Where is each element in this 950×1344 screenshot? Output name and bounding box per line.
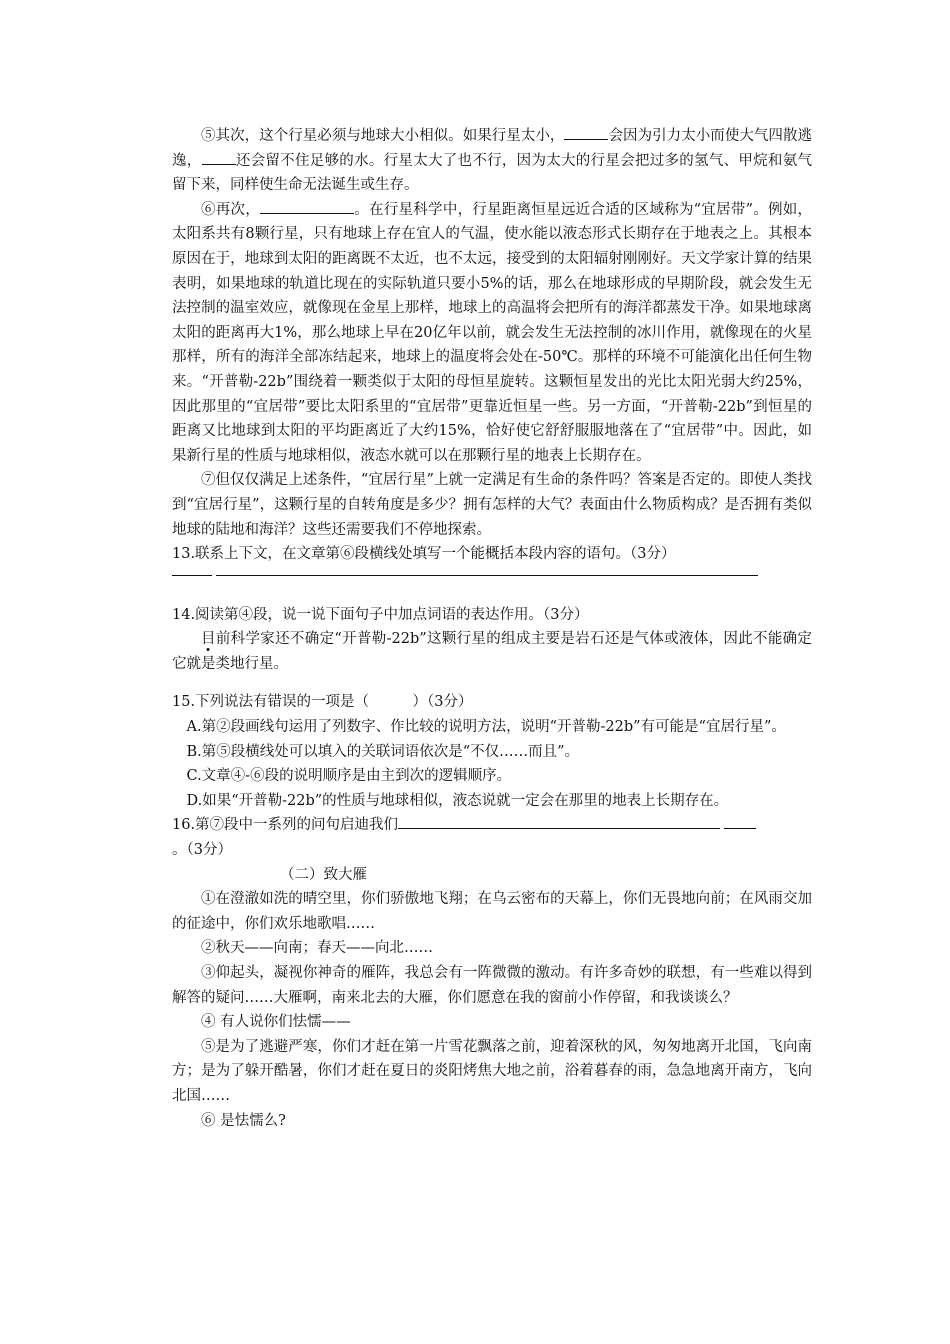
answer-blank-16b[interactable] <box>724 814 756 829</box>
option-a[interactable]: A.第②段画线句运用了列数字、作比较的说明方法，说明“开普勒-22b”有可能是“宜居行星”。 <box>186 719 786 736</box>
paragraph-6: ⑥再次， 。在行星科学中，行星距离恒星远近合适的区域称为“宜居带”。例如，太阳系共有8颗行星，只有地球上存在宜人的气温，使水能以液态形式长期存在于地表之上。其根本原因在于，地球到太阳的距离既不太近，也不太远，接受到的太阳辐射刚刚好。天文学家计算的结果表明，如果地球的轨道比现在的实际轨道只要小5%的话，那么在地球形成的早期阶段，就会发生无法控制的温室效应，就像现在金星上那样，地球上的高温将会把所有的海洋都蒸发干净。如果地球离太阳的距离再大1%，那么地球上早在20亿年以前，就会发生无法控制的冰川作用，就像现在的火星那样，所有的海洋全部冻结起来，地球上的温度将会处在-50℃。那样的环境不可能演化出任何生物来。“开普勒-22b”围绕着一颗类似于太阳的母恒星旋转。这颗恒星发出的光比太阳光弱大约25%，因此那里的“宜居带”要比太阳系里的“宜居带”更靠近恒星一些。另一方面，“开普勒-22b”到恒星的距离又比地球到太阳的平均距离近了大约15%，恰好使它舒舒服服地落在了“宜居带”中。因此，如果新行星的性质与地球相似，液态水就可以在那颗行星的地表上长期存在。 <box>172 198 812 469</box>
option-b[interactable]: B.第⑤段横线处可以填入的关联词语依次是“不仅……而且”。 <box>186 743 580 760</box>
question-13: 13.联系上下文，在文章第⑥段横线处填写一个能概括本段内容的语句。（3分） <box>172 546 676 563</box>
dotted-word: 目 <box>201 631 216 648</box>
poem-paragraph-4: ④ 有人说你们怯懦—— <box>201 1014 351 1031</box>
option-c[interactable]: C.文章④-⑥段的说明顺序是由主到次的逻辑顺序。 <box>186 768 512 785</box>
poem-paragraph-6: ⑥ 是怯懦么? <box>201 1112 286 1129</box>
fill-blank[interactable] <box>564 125 608 140</box>
question-16: 16.第⑦段中一系列的问句启迪我们。（3分） <box>172 813 812 862</box>
answer-blank-16[interactable] <box>398 814 720 829</box>
section-2-title: （二）致大雁 <box>280 866 367 883</box>
poem-paragraph-5: ⑤是为了逃避严寒，你们才赶在第一片雪花飘落之前，迎着深秋的风，匆匆地离开北国，飞向南方；是为了躲开酷暑，你们才赶在夏日的炎阳烤焦大地之前，浴着暮春的雨，急急地离开南方，飞向北国…… <box>172 1038 812 1104</box>
question-15: 15.下列说法有错误的一项是（ ）（3分） <box>172 694 473 711</box>
poem-paragraph-1: ①在澄澈如洗的晴空里，你们骄傲地飞翔；在乌云密布的天幕上，你们无畏地向前；在风雨交加的征途中，你们欢乐地歌唱…… <box>172 891 812 932</box>
paragraph-7: ⑦但仅仅满足上述条件，“宜居行星”上就一定满足有生命的条件吗？答案是否定的。即使人类找到“宜居行星”，这颗行星的自转角度是多少？拥有怎样的大气？表面由什么物质构成？是否拥有类似地球的陆地和海洋？这些还需要我们不停地探索。 <box>172 472 812 538</box>
question-14: 14.阅读第④段，说一说下面句子中加点词语的表达作用。（3分） <box>172 606 589 623</box>
fill-blank[interactable] <box>260 199 354 214</box>
answer-line-13[interactable] <box>172 567 812 589</box>
paragraph-5: ⑤其次，这个行星必须与地球大小相似。如果行星太小， 会因为引力太小而使大气四散逃逸， 还会留不住足够的水。行星太大了也不行，因为太大的行星会把过多的氢气、甲烷和氨气留下来，同样使生命无法诞生或生存。 <box>172 124 812 198</box>
poem-paragraph-3: ③仰起头，凝视你神奇的雁阵，我总会有一阵微微的激动。有许多奇妙的联想，有一些难以得到解答的疑问……大雁啊，南来北去的大雁，你们愿意在我的窗前小作停留，和我谈谈么？ <box>172 965 812 1006</box>
fill-blank[interactable] <box>202 150 236 165</box>
document-page <box>172 124 812 1133</box>
poem-paragraph-2: ②秋天——向南；春天——向北…… <box>201 940 433 957</box>
question-14-quote: 目前科学家还不确定“开普勒-22b”这颗行星的组成主要是岩石还是气体或液体，因此不能确定它就是类地行星。 <box>172 631 812 672</box>
option-d[interactable]: D.如果“开普勒-22b”的性质与地球相似，液态说就一定会在那里的地表上长期存在。 <box>186 792 729 809</box>
